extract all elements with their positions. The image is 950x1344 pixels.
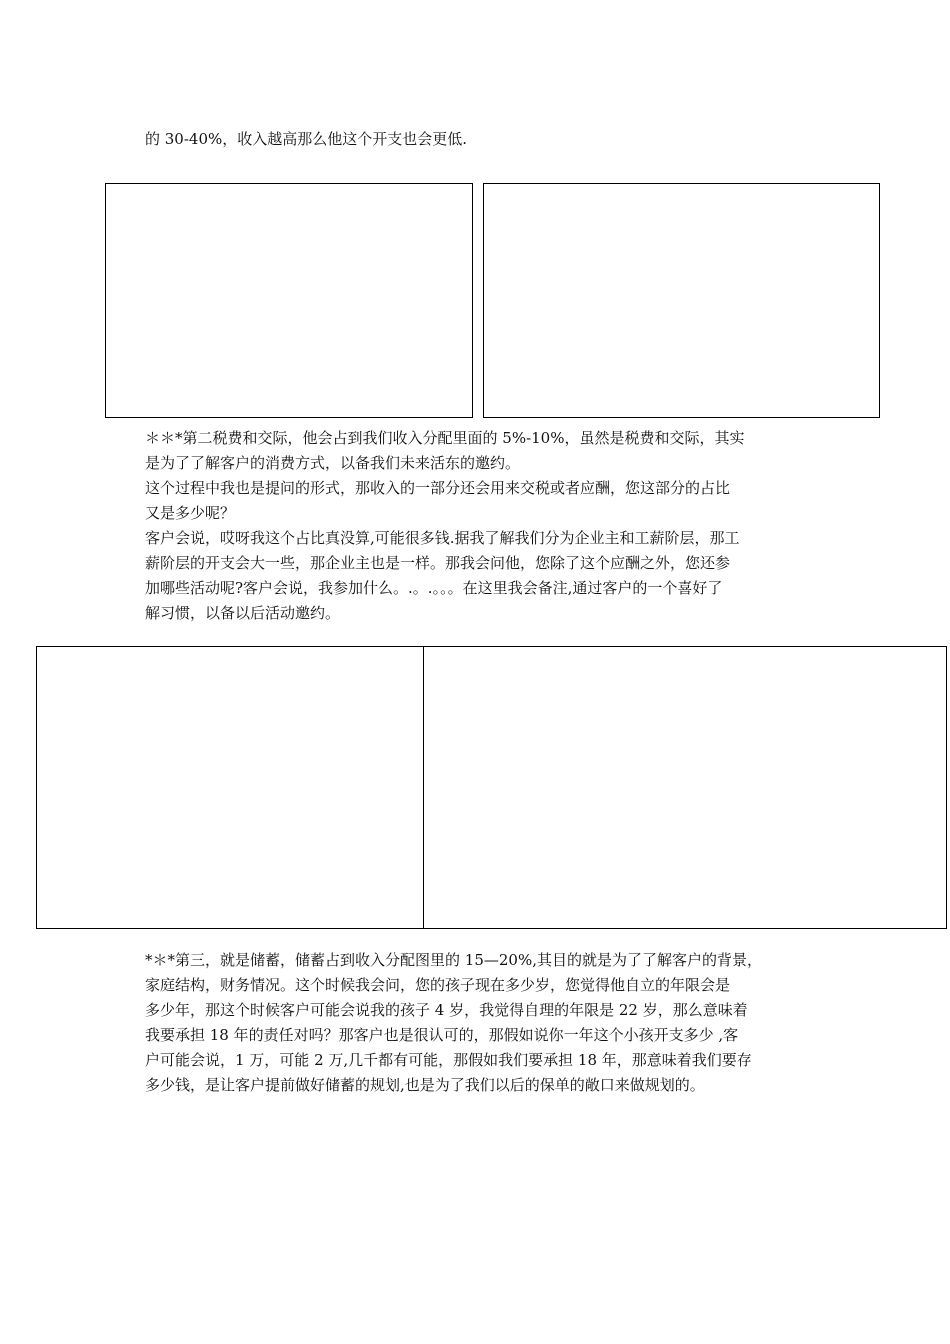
paragraph-line: 这个过程中我也是提问的形式，那收入的一部分还会用来交税或者应酬，您这部分的占比 xyxy=(145,479,731,497)
paragraph-line: 多少年，那这个时候客户可能会说我的孩子 4 岁，我觉得自理的年限是 22 岁，那么意味着 xyxy=(145,1001,748,1019)
paragraph-line: 户可能会说，1 万，可能 2 万,几千都有可能，那假如我们要承担 18 年，那意味着我们要存 xyxy=(145,1051,752,1069)
intro-line: 的 30-40%，收入越高那么他这个开支也会更低. xyxy=(145,130,468,148)
paragraph-line: 是为了了解客户的消费方式，以备我们未来活东的邀约。 xyxy=(145,454,521,472)
paragraph-line: 加哪些活动呢?客户会说，我参加什么。.。.。。。在这里我会备注,通过客户的一个喜好了 xyxy=(145,579,723,597)
paragraph-line: 多少钱，是让客户提前做好储蓄的规划,也是为了我们以后的保单的敞口来做规划的。 xyxy=(145,1076,705,1094)
image-frame-1 xyxy=(105,183,473,418)
image-frame-3 xyxy=(36,646,424,929)
image-frame-4 xyxy=(423,646,947,929)
paragraph-line: 客户会说，哎呀我这个占比真没算,可能很多钱.据我了解我们分为企业主和工薪阶层，那工 xyxy=(145,529,740,547)
section-tax-social xyxy=(145,426,815,626)
section-savings xyxy=(145,948,815,1098)
paragraph-line: 我要承担 18 年的责任对吗？那客户也是很认可的，那假如说你一年这个小孩开支多少 ,客 xyxy=(145,1026,739,1044)
paragraph-line: *＊*第三，就是储蓄，储蓄占到收入分配图里的 15—20%,其目的就是为了了解客户的背景， xyxy=(145,951,762,969)
image-frame-2 xyxy=(483,183,880,418)
paragraph-line: ＊＊*第二税费和交际，他会占到我们收入分配里面的 5%-10%，虽然是税费和交际，其实 xyxy=(145,429,745,447)
paragraph-line: 家庭结构，财务情况。这个时候我会问，您的孩子现在多少岁，您觉得他自立的年限会是 xyxy=(145,976,731,994)
paragraph-line: 又是多少呢？ xyxy=(145,504,236,522)
paragraph-line: 解习惯，以备以后活动邀约。 xyxy=(145,604,341,622)
paragraph-line: 薪阶层的开支会大一些，那企业主也是一样。那我会问他，您除了这个应酬之外，您还参 xyxy=(145,554,731,572)
